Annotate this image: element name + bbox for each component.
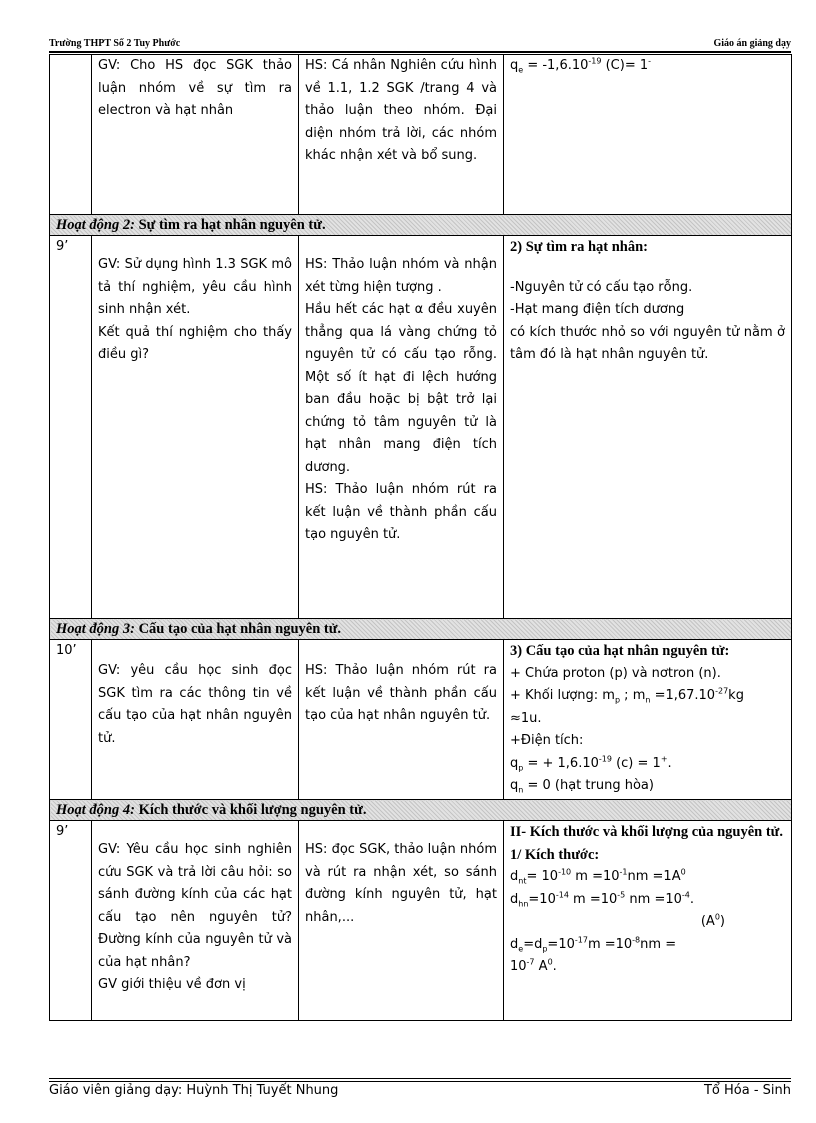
page-footer <box>49 1083 791 1101</box>
activity-title: Hoạt động 4: Kích thước và khối lượng nguyên tử. <box>50 800 792 821</box>
sub-heading: 1/ Kích thước: <box>510 846 600 863</box>
page-header <box>49 38 791 52</box>
teacher-text: GV: Sử dụng hình 1.3 SGK mô tả thí nghiệm, yêu cầu hình sinh nhận xét. <box>98 257 292 317</box>
content-cell <box>504 821 792 1021</box>
student-activity-cell <box>299 640 504 800</box>
teacher-activity-cell <box>92 55 299 215</box>
atom-diameter: $d_{nt}= 10^{-10}$ $m =10^{-1}nm =1A^0$ <box>510 867 686 886</box>
teacher-text: GV: yêu cầu học sinh đọc SGK tìm ra các thông tin về cấu tạo của hạt nhân nguyên tử. <box>98 663 292 746</box>
activity-band <box>50 800 792 821</box>
particle-diameter: $d_e=d_p=10^{-17}m =10^{-8}nm$ = <box>510 935 677 954</box>
teacher-text: Kết quả thí nghiệm cho thấy điều gì? <box>98 324 292 362</box>
content-line: có kích thước nhỏ so với nguyên tử nằm ở tâm đó là hạt nhân nguyên tử. <box>510 324 785 362</box>
particle-diameter-angstrom: $10^{-7}$ $A^0$. <box>510 957 557 974</box>
document-type: Giáo án giảng dạy <box>713 38 791 49</box>
section-heading: 2) Sự tìm ra hạt nhân: <box>510 239 649 255</box>
time-cell: 9’ <box>50 236 92 619</box>
activity-title: Hoạt động 2: Sự tìm ra hạt nhân nguyên tử. <box>50 215 792 236</box>
school-name: Trường THPT Số 2 Tuy Phước <box>49 38 181 49</box>
angstrom-unit: $(A^0)$ <box>700 912 725 929</box>
content-cell <box>504 640 792 800</box>
mass-line: + Khối lượng: $m_p$ ; $m_n =1,67.10^{-27}kg$ <box>510 686 744 705</box>
proton-charge: $q_p$ = + $1,6.10^{-19}$ (c) = 1+. <box>510 754 672 773</box>
student-text: HS: Cá nhân Nghiên cứu hình về 1.1, 1.2 SGK /trang 4 và thảo luận theo nhóm. Đại diện nhóm trả lời, các nhóm khác nhận xét và bổ sung. <box>305 58 497 163</box>
footer-rule <box>49 1081 791 1082</box>
content-cell <box>504 55 792 215</box>
student-activity-cell <box>299 821 504 1021</box>
student-text: Hầu hết các hạt α đều xuyên thẳng qua lá vàng chứng tỏ nguyên tử có cấu tạo rỗng. Một số ít hạt đi lệch hướng ban đầu hoặc bị bật trở lại chứng tỏ tâm nguyên tử là hạt nhân mang điện tích dương. <box>305 302 497 475</box>
teacher-text: GV: Cho HS đọc SGK thảo luận nhóm về sự tìm ra electron và hạt nhân <box>98 58 292 118</box>
section-heading: II- Kích thước và khối lượng của nguyên tử. <box>510 824 783 840</box>
table-row <box>50 55 792 215</box>
electron-charge: $q_e = -1,6.10^{-19}$ (C)= 1- <box>510 56 652 75</box>
table-row <box>50 821 792 1021</box>
teacher-activity-cell <box>92 640 299 800</box>
activity-band <box>50 215 792 236</box>
time-cell: 10’ <box>50 640 92 800</box>
student-activity-cell <box>299 55 504 215</box>
teacher-text: GV giới thiệu về đơn vị <box>98 977 246 992</box>
table-row <box>50 236 792 619</box>
header-rule <box>49 51 791 53</box>
department-name: Tổ Hóa - Sinh <box>703 1083 791 1098</box>
activity-band <box>50 619 792 640</box>
time-cell: 9’ <box>50 821 92 1021</box>
teacher-text: GV: Yêu cầu học sinh nghiên cứu SGK và trả lời câu hỏi: so sánh đường kính của các hạt cấu tạo nên nguyên tử? Đường kính của nguyên tử và của hạt nhân? <box>98 842 292 970</box>
footer-rule <box>49 1078 791 1079</box>
nucleus-diameter: $d_{hn}=10^{-14}$ $m =10^{-5}$ nm $=10^{-4}$. <box>510 890 695 909</box>
student-text: HS: Thảo luận nhóm và nhận xét từng hiện tượng . <box>305 257 497 295</box>
content-line: -Hạt mang điện tích dương <box>510 302 685 317</box>
lesson-plan-table <box>49 54 792 1021</box>
student-text: HS: Thảo luận nhóm rút ra kết luận về thành phần cấu tạo nguyên tử. <box>305 482 497 542</box>
table-row <box>50 640 792 800</box>
section-heading: 3) Cấu tạo của hạt nhân nguyên tử: <box>510 643 730 659</box>
mass-approx: ≈1u. <box>510 710 542 726</box>
student-text: HS: đọc SGK, thảo luận nhóm và rút ra nhận xét, so sánh đường kính nguyên tử, hạt nhân,... <box>305 842 497 925</box>
student-activity-cell <box>299 236 504 619</box>
teacher-activity-cell <box>92 236 299 619</box>
teacher-name: Giáo viên giảng dạy: Huỳnh Thị Tuyết Nhung <box>49 1083 339 1098</box>
time-cell <box>50 55 92 215</box>
neutron-charge: $q_n = 0$ (hạt trung hòa) <box>510 778 654 795</box>
teacher-activity-cell <box>92 821 299 1021</box>
content-line: + Chứa proton (p) và nơtron (n). <box>510 665 721 681</box>
content-cell <box>504 236 792 619</box>
activity-title: Hoạt động 3: Cấu tạo của hạt nhân nguyên tử. <box>50 619 792 640</box>
student-text: HS: Thảo luận nhóm rút ra kết luận về thành phần cấu tạo của hạt nhân nguyên tử. <box>305 663 497 723</box>
charge-label: +Điện tích: <box>510 733 584 748</box>
content-line: -Nguyên tử có cấu tạo rỗng. <box>510 279 693 295</box>
